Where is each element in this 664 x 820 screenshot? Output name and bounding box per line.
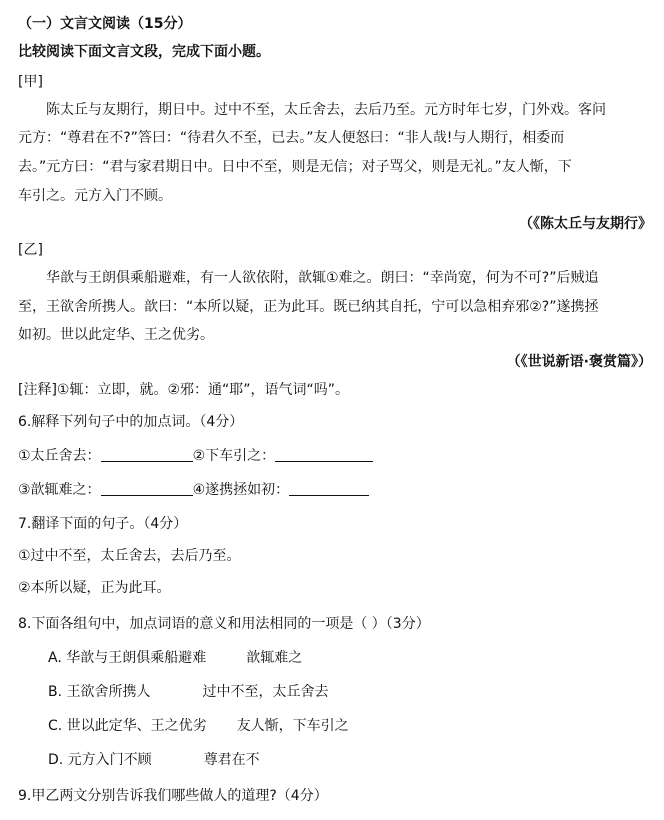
section-title: （一）文言文阅读（15分） — [18, 16, 192, 32]
passage-a-line: 陈太丘与友期行，期日中。过中不至，太丘舍去，去后乃至。元方时年七岁，门外戏。客问 — [46, 102, 606, 118]
passage-a-source: （《陈太丘与友期行》 — [519, 216, 652, 232]
passage-b-label: [乙] — [18, 242, 43, 258]
passage-a-label: [甲] — [18, 74, 43, 90]
option-c-right: 友人惭，下车引之 — [236, 718, 349, 734]
question-7-item-2: ②本所以疑，正为此耳。 — [18, 580, 171, 596]
option-a-right: 歆辄难之 — [246, 650, 303, 666]
passage-b-line: 如初。世以此定华、王之优劣。 — [18, 327, 214, 343]
question-8-option-a — [48, 648, 664, 668]
question-7-item-1: ①过中不至，太丘舍去，去后乃至。 — [18, 548, 241, 564]
question-6-item-2: ②下车引之： — [192, 448, 276, 464]
option-b-left: B. 王欲舍所携人 — [48, 684, 151, 700]
passage-b-source: （《世说新语·褒赏篇》） — [506, 354, 652, 370]
answer-blank-2[interactable] — [275, 447, 373, 462]
annotation-notes: [注释]①辄：立即，就。②邪：通“耶”，语气词“吗”。 — [18, 382, 350, 398]
answer-blank-3[interactable] — [101, 481, 193, 496]
question-6-item-4: ④遂携拯如初： — [192, 482, 290, 498]
option-d-right: 尊君在不 — [203, 752, 260, 768]
question-8-option-c — [48, 716, 664, 736]
section-instruction: 比较阅读下面文言文段，完成下面小题。 — [18, 44, 270, 60]
passage-a-line: 元方：“尊君在不?”答曰：“待君久不至，已去。”友人便怒曰：“非人哉!与人期行，相委而 — [18, 130, 565, 146]
option-c-left: C. 世以此定华、王之优劣 — [48, 718, 207, 734]
question-6-title: 6.解释下列句子中的加点词。（4分） — [18, 414, 244, 430]
question-6-row-1 — [18, 446, 658, 466]
passage-b-line: 至，王欲舍所携人。歆曰：“本所以疑，正为此耳。既已纳其自托，宁可以急相弃邪②?”遂携拯 — [18, 299, 599, 315]
option-d-left: D. 元方入门不顾 — [48, 752, 152, 768]
question-9-title: 9.甲乙两文分别告诉我们哪些做人的道理?（4分） — [18, 788, 328, 804]
question-8-option-d — [48, 750, 664, 770]
question-6-item-1: ①太丘舍去： — [18, 448, 101, 464]
passage-a-line: 车引之。元方入门不顾。 — [18, 188, 172, 204]
answer-blank-1[interactable] — [101, 447, 193, 462]
passage-a-line: 去。”元方曰：“君与家君期日中。日中不至，则是无信；对子骂父，则是无礼。”友人惭，下 — [18, 159, 572, 175]
question-6-item-3: ③歆辄难之： — [18, 482, 101, 498]
option-b-right: 过中不至，太丘舍去 — [202, 684, 329, 700]
question-7-title: 7.翻译下面的句子。（4分） — [18, 516, 188, 532]
question-8-option-b — [48, 682, 664, 702]
answer-blank-4[interactable] — [289, 481, 369, 496]
question-8-title: 8.下面各组句中，加点词语的意义和用法相同的一项是（ ）（3分） — [18, 616, 430, 632]
option-a-left: A. 华歆与王朗俱乘船避难 — [48, 650, 207, 666]
question-6-row-2 — [18, 480, 658, 500]
passage-b-line: 华歆与王朗俱乘船避难，有一人欲依附，歆辄①难之。朗曰：“幸尚宽，何为不可?”后贼追 — [46, 270, 599, 286]
